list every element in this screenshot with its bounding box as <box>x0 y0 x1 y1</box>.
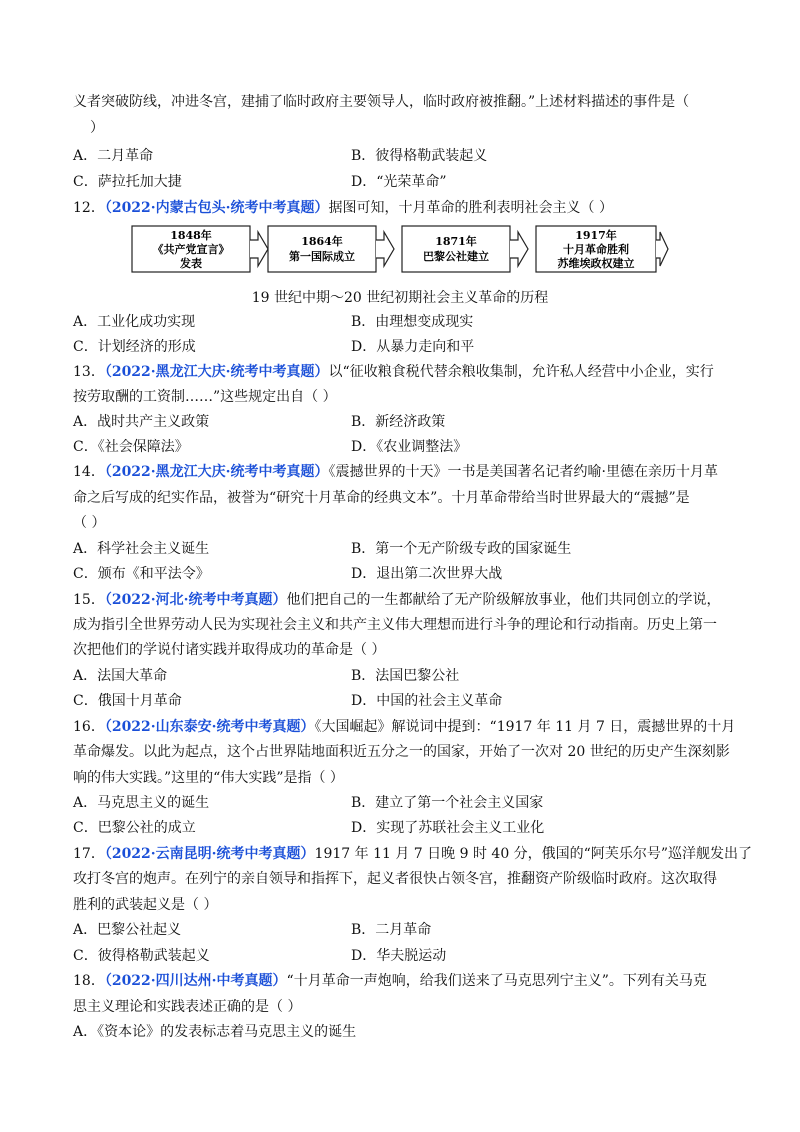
q11-options-row1 <box>73 146 733 166</box>
q15-source: （2022·河北·统考中考真题） <box>104 592 287 608</box>
q13-text1: 以“征收粮食税代替余粮收集制，允许私人经营中小企业，实行 <box>328 364 714 380</box>
flow-arrow-1 <box>250 232 268 266</box>
q13-source: （2022·黑龙江大庆·统考中考真题） <box>104 364 329 380</box>
q12-figure-caption: 19 世纪中期～20 世纪初期社会主义革命的历程 <box>251 290 549 306</box>
flow-step-1848-year: 1848年 <box>170 229 212 242</box>
q15-options-row1 <box>73 666 733 686</box>
flow-step-1917-event: 十月革命胜利 <box>563 243 629 256</box>
q17-option-a[interactable]: A．巴黎公社起义 <box>73 922 182 938</box>
q16-option-c[interactable]: C．巴黎公社的成立 <box>73 820 196 836</box>
q14-option-c[interactable]: C．颁布《和平法令》 <box>73 566 210 582</box>
q17-options-row1 <box>73 920 733 940</box>
q13-options-row2 <box>73 437 733 457</box>
flow-step-1848-detail: 发表 <box>180 257 202 270</box>
q18-text1: “十月革命一声炮响，给我们送来了马克思列宁主义”。下列有关马克 <box>286 973 707 989</box>
q15-text2: 成为指引全世界劳动人民为实现社会主义和共产主义伟大理想而进行斗争的理论和行动指南。历史上第一 <box>73 617 717 633</box>
q12-options-row1 <box>73 312 733 332</box>
q18-stem <box>73 971 733 991</box>
q13-option-b[interactable]: B．新经济政策 <box>351 414 446 430</box>
q12-text: 据图可知，十月革命的胜利表明社会主义（ ） <box>328 200 613 216</box>
q17-options-row2 <box>73 946 733 966</box>
q14-options-row2 <box>73 564 733 584</box>
q16-options-row2 <box>73 818 733 838</box>
q12-stem <box>73 198 733 218</box>
q16-text1: 《大国崛起》解说词中提到：“1917 年 11 月 7 日，震撼世界的十月 <box>314 719 736 735</box>
q12-number: 12． <box>73 200 105 216</box>
q16-option-a[interactable]: A．马克思主义的诞生 <box>73 795 210 811</box>
q15-text3: 次把他们的学说付诸实践并取得成功的革命是（ ） <box>73 642 386 658</box>
q16-text3: 响的伟大实践。”这里的“伟大实践”是指（ ） <box>73 770 344 786</box>
q17-source: （2022·云南昆明·统考中考真题） <box>104 846 315 862</box>
q12-option-c[interactable]: C．计划经济的形成 <box>73 339 196 355</box>
flow-arrow-4 <box>656 232 668 266</box>
q14-option-d[interactable]: D．退出第二次世界大战 <box>351 566 503 582</box>
q13-stem <box>73 362 733 382</box>
q17-option-d[interactable]: D．华夫脱运动 <box>351 948 447 964</box>
q14-number: 14． <box>73 464 105 480</box>
flow-step-1917-detail: 苏维埃政权建立 <box>557 257 635 270</box>
q12-option-a[interactable]: A．工业化成功实现 <box>73 314 196 330</box>
q18-number: 18． <box>73 973 105 989</box>
q17-option-c[interactable]: C．彼得格勒武装起义 <box>73 948 210 964</box>
q14-text2: 命之后写成的纪实作品，被誉为“研究十月革命的经典文本”。十月革命带给当时世界最大的“震撼”是 <box>73 490 690 506</box>
q17-number: 17． <box>73 846 105 862</box>
flow-step-1917-year: 1917年 <box>575 229 617 242</box>
q11-option-c[interactable]: C．萨拉托加大捷 <box>73 174 182 190</box>
q11-options-row2 <box>73 172 733 192</box>
q14-stem <box>73 462 733 482</box>
q17-text3: 胜利的武装起义是（ ） <box>73 897 218 913</box>
q12-source: （2022·内蒙古包头·统考中考真题） <box>104 200 329 216</box>
q13-option-c[interactable]: C．《社会保障法》 <box>73 439 189 455</box>
q16-source: （2022·山东泰安·统考中考真题） <box>104 719 315 735</box>
q15-stem <box>73 590 733 610</box>
q14-text3: （ ） <box>73 515 106 531</box>
flow-arrow-2 <box>376 232 394 266</box>
q17-stem <box>73 844 752 864</box>
q11-option-a[interactable]: A．二月革命 <box>73 148 154 164</box>
q11-option-b[interactable]: B．彼得格勒武装起义 <box>351 148 488 164</box>
q17-text2: 攻打冬宫的炮声。在列宁的亲自领导和指挥下，起义者很快占领冬宫，推翻资产阶级临时政府。这次取得 <box>73 871 717 887</box>
q11-text-line1: 义者突破防线，冲进冬宫，建捕了临时政府主要领导人，临时政府被推翻。”上述材料描述的事件是（ <box>73 94 690 110</box>
q15-option-b[interactable]: B．法国巴黎公社 <box>351 668 460 684</box>
q14-option-a[interactable]: A．科学社会主义诞生 <box>73 541 210 557</box>
q16-number: 16． <box>73 719 105 735</box>
flow-step-1917 <box>536 226 656 272</box>
q17-option-b[interactable]: B．二月革命 <box>351 922 432 938</box>
q18-source: （2022·四川达州·中考真题） <box>104 973 287 989</box>
q16-stem <box>73 717 736 737</box>
q14-text1: 《震撼世界的十天》一书是美国著名记者约喻·里德在亲历十月革 <box>328 464 718 480</box>
q16-option-d[interactable]: D．实现了苏联社会主义工业化 <box>351 820 545 836</box>
q13-number: 13． <box>73 364 105 380</box>
q16-options-row1 <box>73 793 733 813</box>
flow-step-1848-event: 《共产党宣言》 <box>152 243 230 256</box>
q13-options-row1 <box>73 412 733 432</box>
q15-option-c[interactable]: C．俄国十月革命 <box>73 693 182 709</box>
q14-options-row1 <box>73 539 733 559</box>
flow-step-1871 <box>402 226 510 272</box>
q16-option-b[interactable]: B．建立了第一个社会主义国家 <box>351 795 544 811</box>
flow-arrow-3 <box>510 232 528 266</box>
q15-option-a[interactable]: A．法国大革命 <box>73 668 168 684</box>
q15-number: 15． <box>73 592 105 608</box>
q13-option-d[interactable]: D．《农业调整法》 <box>351 439 468 455</box>
flow-step-1864-year: 1864年 <box>301 235 343 248</box>
q13-text2: 按劳取酬的工资制……”这些规定出自（ ） <box>73 389 337 405</box>
q14-source: （2022·黑龙江大庆·统考中考真题） <box>104 464 329 480</box>
q14-option-b[interactable]: B．第一个无产阶级专政的国家诞生 <box>351 541 572 557</box>
q12-option-d[interactable]: D．从暴力走向和平 <box>351 339 475 355</box>
q16-text2: 革命爆发。以此为起点，这个占世界陆地面积近五分之一的国家，开始了一次对 20 世纪的历史产生深刻影 <box>73 744 730 760</box>
q15-option-d[interactable]: D．中国的社会主义革命 <box>351 693 503 709</box>
flow-step-1864-event: 第一国际成立 <box>289 250 355 263</box>
flow-step-1871-year: 1871年 <box>435 235 477 248</box>
q15-options-row2 <box>73 691 733 711</box>
q12-options-row2 <box>73 337 733 357</box>
q11-option-d[interactable]: D．“光荣革命” <box>351 174 447 190</box>
flow-step-1848 <box>132 226 250 272</box>
q11-text-line2: ） <box>90 120 104 136</box>
q18-options-row1 <box>73 1022 733 1042</box>
flow-step-1864 <box>268 226 376 272</box>
flow-step-1871-event: 巴黎公社建立 <box>423 250 489 263</box>
q12-option-b[interactable]: B．由理想变成现实 <box>351 314 474 330</box>
q18-option-a[interactable]: A．《资本论》的发表标志着马克思主义的诞生 <box>73 1024 357 1040</box>
q12-flow-diagram <box>130 222 670 278</box>
q13-option-a[interactable]: A．战时共产主义政策 <box>73 414 210 430</box>
q18-text2: 思主义理论和实践表述正确的是（ ） <box>73 999 302 1015</box>
q15-text1: 他们把自己的一生都献给了无产阶级解放事业，他们共同创立的学说， <box>286 592 721 608</box>
q17-text1: 1917 年 11 月 7 日晚 9 时 40 分，俄国的“阿芙乐尔号”巡洋舰发出了 <box>314 846 752 862</box>
